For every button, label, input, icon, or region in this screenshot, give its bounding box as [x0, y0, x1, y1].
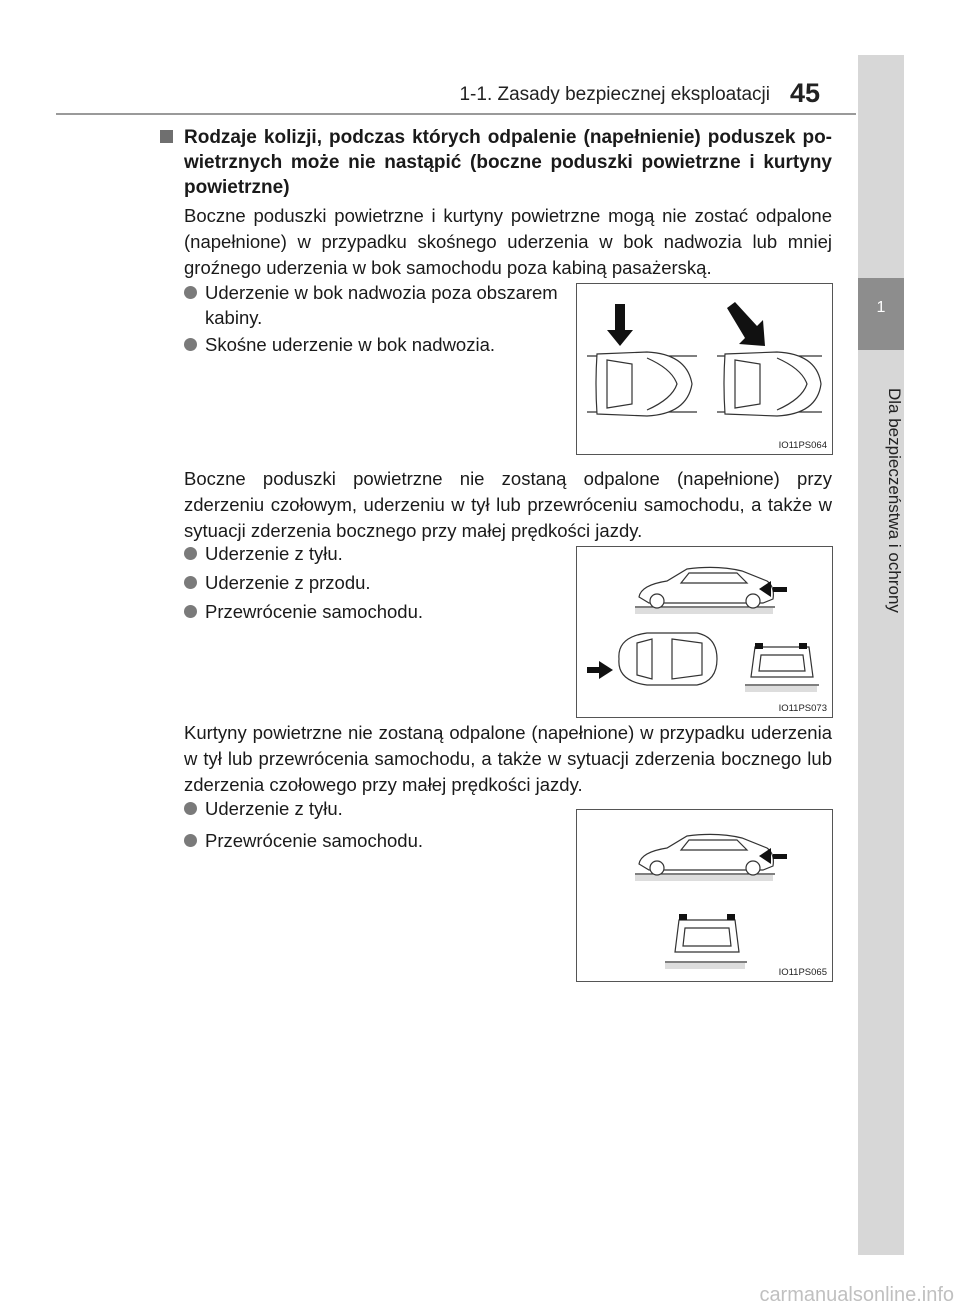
section-square-icon [160, 130, 173, 143]
figure-rear-rollover [576, 809, 833, 982]
figure-front-rear-rollover [576, 546, 833, 718]
paragraph-side-airbags-no-deploy: Boczne poduszki powietrzne nie zostaną odpalone (napełnione) przy zderzeniu czołowym, uderzeniu w tył lub przewróceniu samochodu, a także w sytuacji zderzenia bocznego przy małej prędkości jazdy. [184, 468, 832, 541]
header-section-title: 1-1. Zasady bezpiecznej eksploatacji [459, 84, 770, 105]
bullet-item: Przewrócenie samochodu. [184, 599, 564, 624]
page-number: 45 [790, 78, 821, 108]
bullet-item: Uderzenie z przodu. [184, 570, 564, 595]
figure-code: IO11PS073 [778, 703, 827, 714]
bullet-item: Uderzenie z tyłu. [184, 796, 564, 821]
front-rear-rollover-illustration [577, 547, 834, 719]
figure-side-impact [576, 283, 833, 455]
bullet-item: Skośne uderzenie w bok nadwozia. [184, 332, 564, 357]
rear-rollover-illustration [577, 810, 834, 983]
side-tab-chapter: 1 [858, 278, 904, 350]
figure-code: IO11PS064 [778, 440, 827, 451]
paragraph-curtain-airbags: Kurtyny powietrzne nie zostaną odpalone (napełnione) w przypadku uderzenia w tył lub przewrócenia samochodu, a także w sytuacji zderzenia bocznego lub zderzenia czołowego przy małej prędkości jazdy. [184, 722, 832, 795]
bullet-item: Przewrócenie samochodu. [184, 828, 564, 853]
side-tab-label: Dla bezpieczeństwa i ochrony [885, 387, 904, 613]
bullet-item: Uderzenie z tyłu. [184, 541, 564, 566]
section-title: Rodzaje kolizji, podczas których odpalenie (napełnienie) poduszek po-wietrznych może nie nastąpić (boczne poduszki powietrzne i kurtyny powietrzne) [184, 127, 832, 198]
watermark-text: carmanualsonline.info [759, 1284, 954, 1306]
side-impact-illustration [577, 284, 834, 456]
paragraph-side-airbags: Boczne poduszki powietrzne i kurtyny powietrzne mogą nie zostać odpalone (napełnione) w przypadku skośnego uderzenia w bok nadwozia lub mniej groźnego uderzenia w bok samochodu poza kabiną pasażerską. [184, 205, 832, 278]
header-divider [56, 113, 856, 115]
side-tab [858, 55, 904, 1255]
bullet-item: Uderzenie w bok nadwozia poza obszarem kabiny. [184, 280, 564, 330]
figure-code: IO11PS065 [778, 967, 827, 978]
